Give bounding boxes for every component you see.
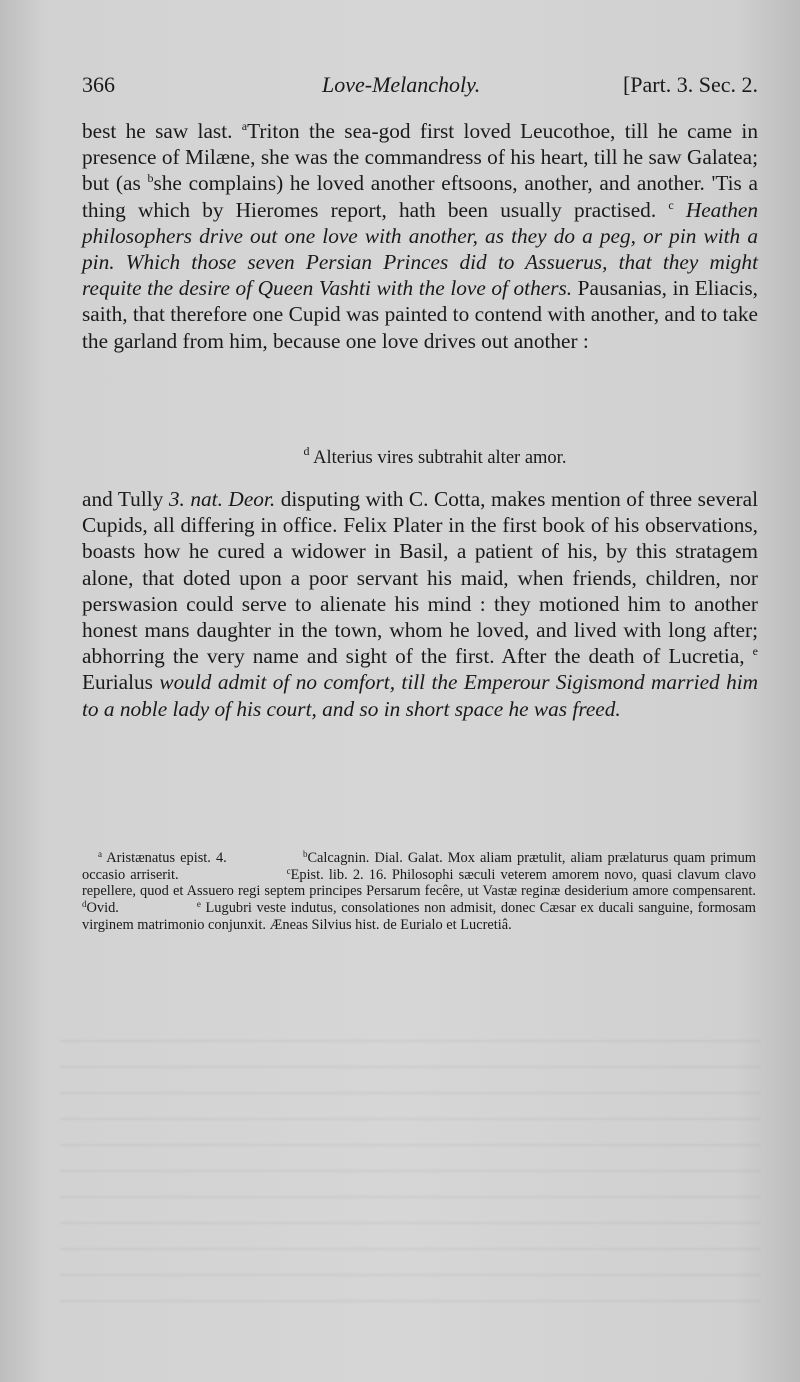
paragraph (82, 118, 758, 354)
italic-text-run: Heathen philosophers drive out one love with another, as they do a peg, or pin with a pin. Which those seven Persian Princes did to Assuerus, that they might requite the desire of Queen Vashti with the love of others. (82, 197, 758, 301)
verse-line: Alterius vires subtrahit alter amor. (313, 448, 567, 468)
text-run: and Tully (82, 487, 169, 511)
footnote-ref: b (147, 171, 154, 186)
footnote-ref: a (241, 119, 248, 133)
italic-text-run: would admit of no comfort, till the Emperour Sigismond married him to a noble lady of his court, and so in short space he was freed. (82, 670, 759, 721)
part-section-label: [Part. 3. Sec. 2. (622, 72, 758, 97)
footnote-marker: b (302, 849, 308, 859)
main-paragraph-1 (82, 118, 758, 354)
footnote-marker: c (286, 865, 291, 876)
footnote-marker: d (82, 899, 87, 910)
footnote-c: Epist. lib. 2. 16. Philosophi sæculi veterem amorem novo, quasi clavum clavo repellere, quod et Assuero regi septem principes Persarum fecêre, ut Vastæ reginæ desiderium amore compensarent. (82, 866, 756, 900)
text-run: disputing with C. Cotta, makes mention of three several Cupids, all differing in office. Felix Plater in the first book of his observations, boasts how he cured a widower in Basil, a patient of his, by this stratagem alone, that doted upon a poor servant his maid, when friends, children, nor perswasion could serve to alienate his mind : they motioned him to another honest mans daughter in the town, whom he loved, and lived with long after; abhorring the very name and sight of the first. After the death of Lucretia, (82, 487, 758, 669)
footnote-b: Calcagnin. Dial. Galat. Mox aliam prætulit, aliam prælaturus quam primum occasio arriserit. (82, 850, 756, 883)
paragraph (82, 486, 758, 722)
footnote-d: Ovid. (86, 900, 119, 917)
page-header (82, 72, 758, 108)
footnote-line (82, 850, 756, 934)
text-run: Triton the sea-god first loved Leucothoe, till he came in presence of Milæne, she was the commandress of his heart, till he saw Galatea; but (as (82, 119, 758, 196)
show-through-bleed (60, 1040, 760, 1320)
text-run: best he saw last. (82, 119, 242, 143)
footnote-marker: a (98, 849, 102, 859)
footnote-a: Aristænatus epist. 4. (102, 850, 227, 866)
footnotes (82, 850, 756, 934)
main-paragraph-2 (82, 486, 758, 722)
footnote-ref: c (668, 197, 674, 212)
italic-text-run: 3. nat. Deor. (168, 487, 276, 511)
footnote-marker: e (196, 899, 201, 910)
footnote-ref: e (752, 644, 758, 659)
page-number: 366 (82, 72, 115, 97)
text-run: Pausanias, in Eliacis, saith, that therefore one Cupid was painted to contend with another, and to take the garland from him, because one love drives out another : (82, 276, 758, 353)
running-title: Love-Melancholy. (322, 72, 481, 97)
verse-quotation (82, 444, 758, 469)
text-run: she complains) he loved another eftsoons, another, and another. 'Tis a thing which by Hieromes report, hath been usually practised. (82, 171, 758, 222)
text-run: Eurialus (82, 670, 160, 695)
footnote-e: Lugubri veste indutus, consolationes non admisit, donec Cæsar ex ducali sanguine, formosam virginem matrimonio conjunxit. Æneas Silvius hist. de Eurialo et Lucretiâ. (82, 900, 756, 933)
footnote-ref: d (303, 444, 310, 458)
